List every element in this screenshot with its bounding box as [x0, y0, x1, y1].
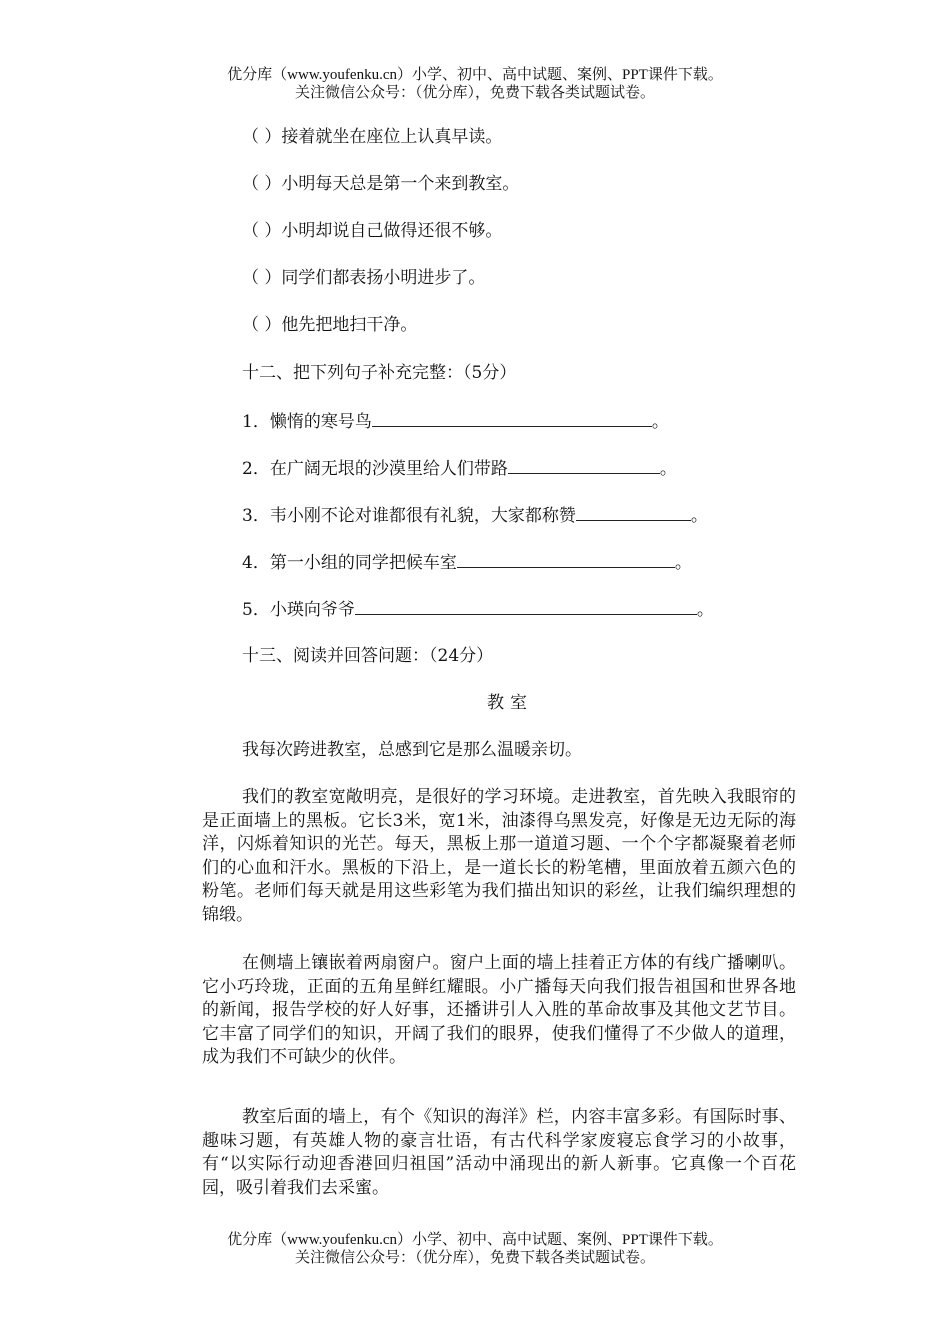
fill-blank-prompt: 3．韦小刚不论对谁都很有礼貌，大家都称赞 [242, 506, 576, 526]
answer-bracket[interactable]: （ ） [242, 221, 282, 241]
ordering-item [242, 126, 502, 148]
article-paragraph: 教室后面的墙上，有个《知识的海洋》栏，内容丰富多彩。有国际时事、趣味习题，有英雄人物的豪言壮语，有古代科学家废寝忘食学习的小故事，有“以实际行动迎香港回归祖国”活动中涌现出的新人新事。它真像一个百花 园，吸引着我们去采蜜。 [202, 1107, 796, 1198]
section-12-heading: 十二、把下列句子补充完整：（5分） [242, 363, 517, 383]
ordering-item-text: 接着就坐在座位上认真早读。 [281, 127, 503, 147]
ordering-item-text: 小明每天总是第一个来到教室。 [281, 174, 520, 194]
footer-line-2: 关注微信公众号：（优分库），免费下载各类试题试卷。 [294, 1250, 655, 1266]
answer-bracket[interactable]: （ ） [242, 268, 282, 288]
answer-blank[interactable] [457, 550, 675, 568]
page-header [0, 66, 950, 102]
fill-blank-end: 。 [690, 506, 708, 526]
article-paragraph: 我们的教室宽敞明亮，是很好的学习环境。走进教室，首先映入我眼帘的是正面墙上的黑板。它长3米，宽1米，油漆得乌黑发亮，好像是无边无际的海洋，闪烁着知识的光芒。每天，黑板上那一道道习题、一个个字都凝聚着老师们的心血和汗水。黑板的下沿上，是一道长长的粉笔槽，里面放着五颜六色的粉笔。老师们每天就是用这些彩笔为我们描出知识的彩丝，让我们编织理想的锦缎。 [202, 787, 796, 925]
ordering-item [242, 314, 417, 336]
answer-bracket[interactable]: （ ） [242, 174, 282, 194]
answer-blank[interactable] [372, 409, 652, 427]
ordering-item-text: 他先把地扫干净。 [281, 315, 418, 335]
ordering-item-text: 同学们都表扬小明进步了。 [281, 268, 486, 288]
fill-blank-end: 。 [659, 459, 677, 479]
section-13-heading: 十三、阅读并回答问题：（24分） [242, 646, 494, 666]
ordering-item [242, 267, 485, 289]
article-intro: 我每次跨进教室，总感到它是那么温暖亲切。 [242, 740, 582, 760]
fill-blank-prompt: 4．第一小组的同学把候车室 [242, 553, 457, 573]
fill-blank-prompt: 1．懒惰的寒号鸟 [242, 412, 372, 432]
header-line-1: 优分库（www.youfenku.cn）小学、初中、高中试题、案例、PPT课件下载。 [227, 67, 723, 83]
answer-blank[interactable] [576, 503, 691, 521]
fill-blank-item [242, 550, 692, 574]
answer-bracket[interactable]: （ ） [242, 315, 282, 335]
fill-blank-item [242, 503, 708, 527]
fill-blank-item [242, 456, 677, 480]
footer-line-1: 优分库（www.youfenku.cn）小学、初中、高中试题、案例、PPT课件下载。 [227, 1232, 723, 1248]
article-paragraph: 在侧墙上镶嵌着两扇窗户。窗户上面的墙上挂着正方体的有线广播喇叭。它小巧玲珑，正面的五角星鲜红耀眼。小广播每天向我们报告祖国和世界各地的新闻，报告学校的好人好事，还播讲引人入胜的革命故事及其他文艺节目。它丰富了同学们的知识，开阔了我们的眼界，使我们懂得了不少做人的道理，成为我们不可缺少的伙伴。 [202, 953, 796, 1068]
fill-blank-item [242, 409, 669, 433]
article-title: 教室 [487, 693, 533, 713]
page-footer [0, 1231, 950, 1267]
fill-blank-item [242, 597, 714, 621]
fill-blank-end: 。 [651, 412, 669, 432]
ordering-item [242, 173, 519, 195]
fill-blank-end: 。 [674, 553, 692, 573]
answer-bracket[interactable]: （ ） [242, 127, 282, 147]
ordering-item-text: 小明却说自己做得还很不够。 [281, 221, 503, 241]
answer-blank[interactable] [355, 597, 697, 615]
ordering-item [242, 220, 502, 242]
answer-blank[interactable] [508, 456, 660, 474]
fill-blank-prompt: 5．小瑛向爷爷 [242, 600, 355, 620]
fill-blank-end: 。 [696, 600, 714, 620]
fill-blank-prompt: 2．在广阔无垠的沙漠里给人们带路 [242, 459, 508, 479]
header-line-2: 关注微信公众号：（优分库），免费下载各类试题试卷。 [294, 85, 655, 101]
